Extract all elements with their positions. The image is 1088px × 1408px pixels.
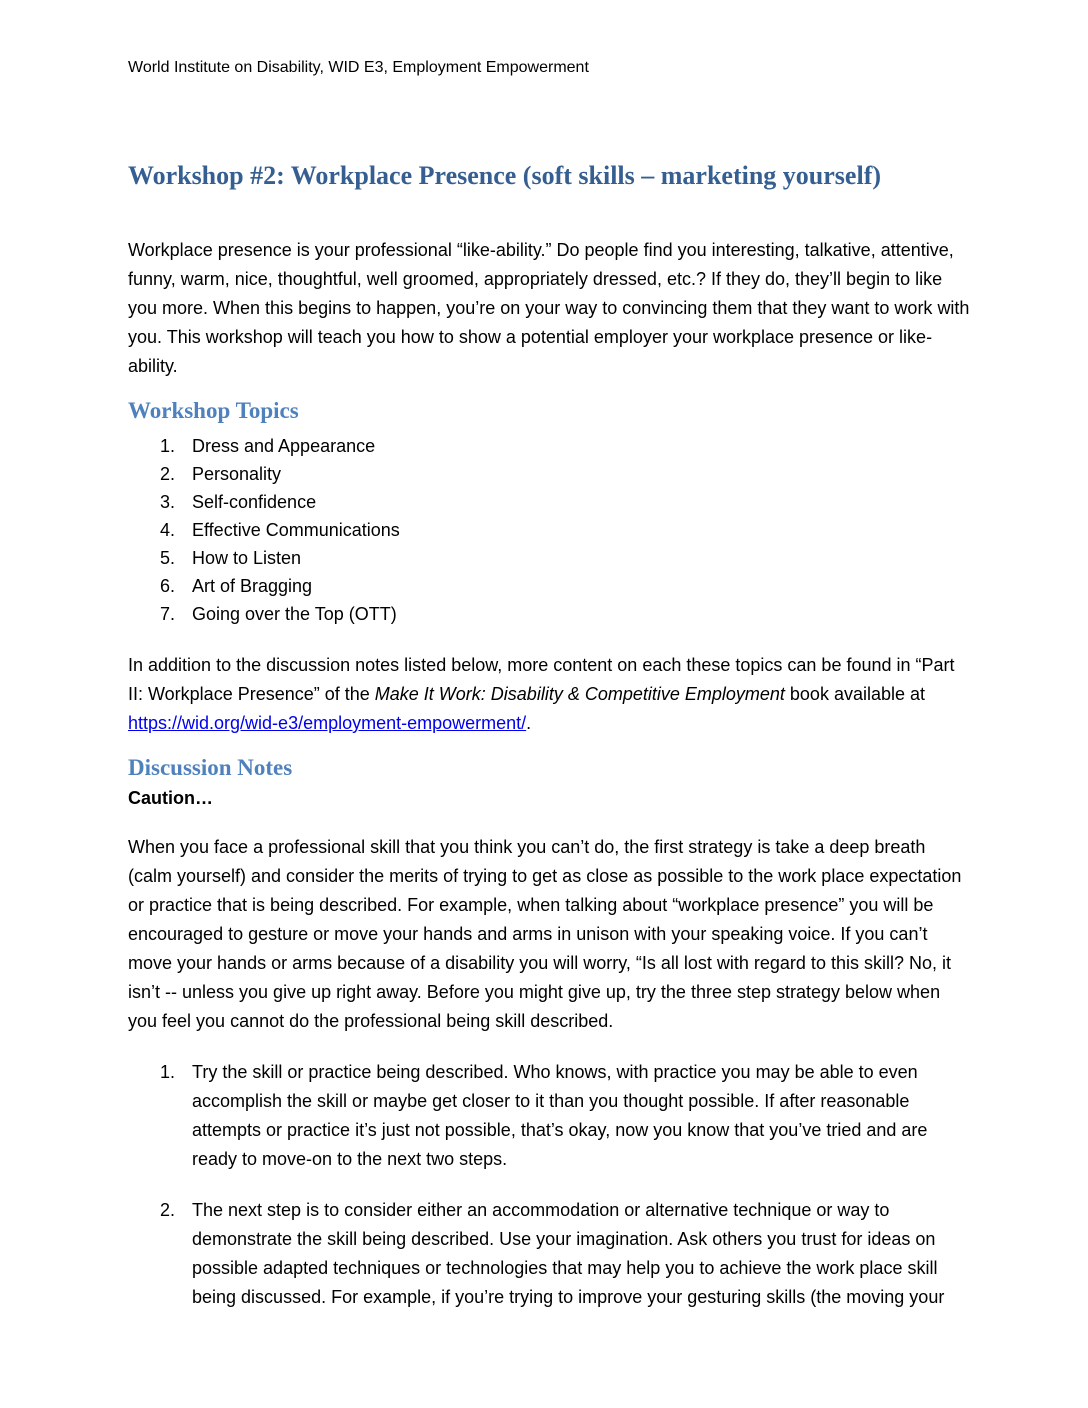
list-item-label: Self-confidence (192, 492, 317, 512)
list-item (128, 600, 970, 628)
list-item-text: The next step is to consider either an accommodation or alternative technique or way to demonstrate the skill being described. Use your imagination. Ask others you trust for ideas on possible adapted techniques or technologies that may help you to achieve the work place skill being discussed. For example, if you’re trying to improve your gesturing skills (the moving your (192, 1200, 945, 1307)
paragraph-text: . (526, 713, 532, 733)
caution-label: Caution… (128, 788, 213, 808)
list-item-text: Try the skill or practice being described. Who knows, with practice you may be able to even accomplish the skill or maybe get closer to it than you thought possible. If after reasonable attempts or practice it’s just not possible, that’s okay, now you know that you’ve tried and are ready to move-on to the next two steps. (192, 1062, 928, 1169)
more-content-paragraph (128, 651, 970, 738)
paragraph-text: In addition to the discussion notes listed below, more content on each these topics can be found in “Part II: Workplace Presence” of the (128, 655, 955, 704)
list-number: 4. (160, 520, 176, 540)
list-number: 3. (160, 492, 176, 512)
discussion-notes-heading: Discussion Notes (128, 755, 293, 780)
strategy-steps-list (128, 1058, 970, 1312)
list-item-label: Going over the Top (OTT) (192, 604, 397, 624)
list-item (128, 1058, 970, 1174)
document-header: World Institute on Disability, WID E3, Employment Empowerment (128, 59, 589, 76)
list-item (128, 572, 970, 600)
workshop-topics-list (128, 432, 970, 628)
list-item-label: Art of Bragging (192, 576, 313, 596)
list-number: 1. (160, 436, 176, 456)
page-title: Workshop #2: Workplace Presence (soft skills – marketing yourself) (128, 161, 882, 190)
list-item-label: Effective Communications (192, 520, 400, 540)
list-item-label: How to Listen (192, 548, 302, 568)
list-item (128, 460, 970, 488)
list-number: 6. (160, 576, 176, 596)
workshop-topics-heading: Workshop Topics (128, 398, 299, 423)
list-number: 5. (160, 548, 176, 568)
employment-empowerment-link[interactable]: https://wid.org/wid-e3/employment-empowerment/ (128, 713, 527, 733)
paragraph-text: book available at (784, 684, 926, 704)
list-item (128, 1196, 970, 1312)
list-number: 2. (160, 464, 176, 484)
list-item (128, 432, 970, 460)
list-item (128, 488, 970, 516)
list-number: 1. (160, 1062, 176, 1082)
list-number: 7. (160, 604, 176, 624)
list-item-label: Personality (192, 464, 282, 484)
list-item (128, 544, 970, 572)
list-number: 2. (160, 1200, 176, 1220)
list-item-label: Dress and Appearance (192, 436, 376, 456)
discussion-paragraph: When you face a professional skill that you think you can’t do, the first strategy is take a deep breath (calm yourself) and consider the merits of trying to get as close as possible to the work place expectation or practice that is being described. For example, when talking about “workplace presence” you will be encouraged to gesture or move your hands and arms in unison with your speaking voice. If you can’t move your hands or arms because of a disability you will worry, “Is all lost with regard to this skill? No, it isn’t -- unless you give up right away. Before you might give up, try the three step strategy below when you feel you cannot do the professional being skill described. (128, 837, 962, 1031)
intro-paragraph: Workplace presence is your professional “like-ability.” Do people find you interesting, talkative, attentive, funny, warm, nice, thoughtful, well groomed, appropriately dressed, etc.? If they do, they’ll begin to like you more. When this begins to happen, you’re on your way to convincing them that they want to work with you. This workshop will teach you how to show a potential employer your workplace presence or like-ability. (128, 240, 970, 376)
book-title-italic: Make It Work: Disability & Competitive Employment (374, 684, 785, 704)
list-item (128, 516, 970, 544)
